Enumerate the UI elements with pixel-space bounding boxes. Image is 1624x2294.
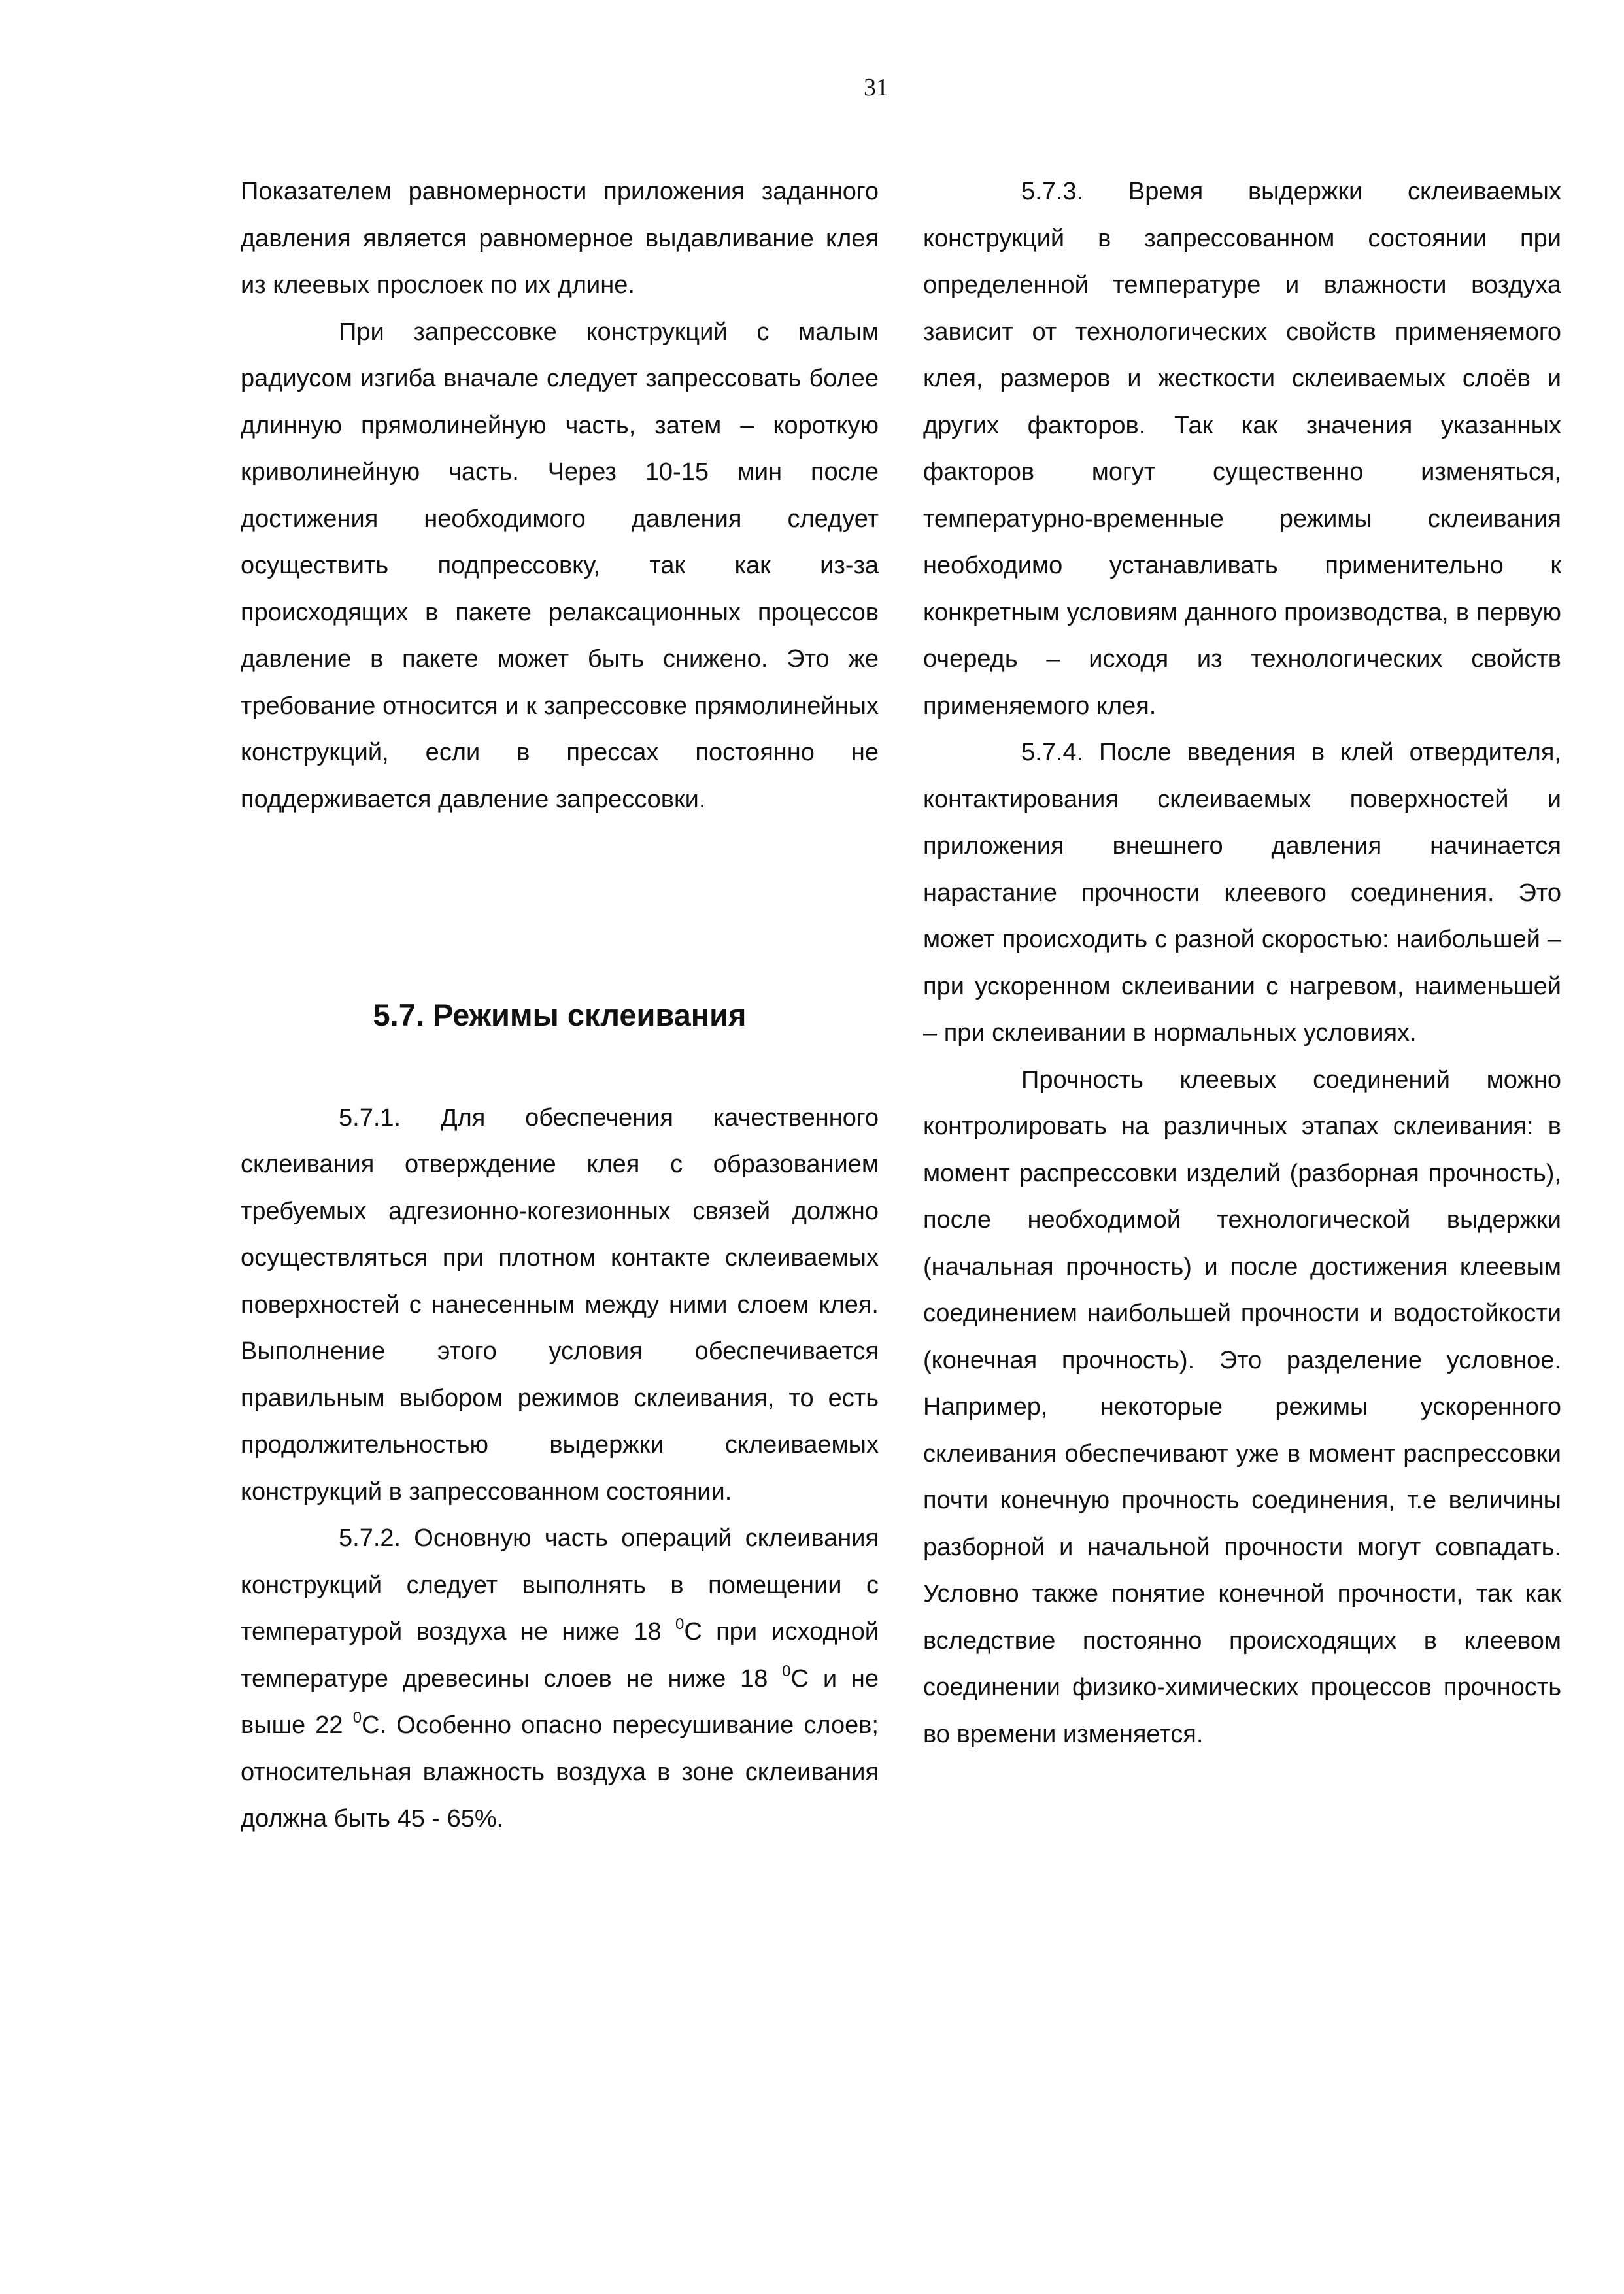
left-column: [241, 169, 879, 1843]
right-column: [923, 169, 1561, 1758]
text-5-7-2-b: С при исходной температуре древесины слоев не ниже 18: [241, 1618, 879, 1693]
paragraph-5-7-4: 5.7.4. После введения в клей отвердителя, контактирования склеиваемых поверхностей и приложения внешнего давления начинается нарастание прочности клеевого соединения. Это может происходить с разной скоростью: наибольшей – при ускоренном склеивании с нагревом, наименьшей – при склеивании в нормальных условиях.: [923, 739, 1561, 1047]
paragraph-5-7-1: 5.7.1. Для обеспечения качественного склеивания отверждение клея с образованием требуемых адгезионно-когезионных связей должно осуществляться при плотном контакте склеиваемых поверхностей с нанесенным между ними слоем клея. Выполнение этого условия обеспечивается правильным выбором режимов склеивания, то есть продолжительностью выдержки склеиваемых конструкций в запрессованном состоянии.: [241, 1104, 879, 1506]
text-5-7-2-d: С. Особенно опасно пересушивание слоев; относительная влажность воздуха в зоне склеивания должна быть 45 - 65%.: [241, 1712, 879, 1832]
degree-superscript: 0: [352, 1709, 362, 1727]
degree-superscript: 0: [675, 1615, 685, 1633]
text-5-7-2-c: С и не выше 22: [241, 1664, 879, 1739]
page-number: 31: [864, 74, 888, 101]
text-5-7-2-a: 5.7.2. Основную часть операций склеивания конструкций следует выполнять в помещении с температурой воздуха не ниже 18: [241, 1525, 879, 1645]
paragraph-strength-control: Прочность клеевых соединений можно контролировать на различных этапах склеивания: в момент распрессовки изделий (разборная прочность), после необходимой технологической выдержки (начальная прочность) и после достижения клеевым соединением наибольшей прочности и водостойкости (конечная прочность). Это разделение условное. Например, некоторые режимы ускоренного склеивания обеспечивают уже в момент распрессовки почти конечную прочность соединения, т.е величины разборной и начальной прочности могут совпадать. Условно также понятие конечной прочности, так как вследствие постоянно происходящих в клеевом соединении физико-химических процессов прочность во времени изменяется.: [923, 1066, 1561, 1748]
paragraph-pressure-uniformity: Показателем равномерности приложения заданного давления является равномерное выдавливание клея из клеевых прослоек по их длине.: [241, 178, 879, 299]
section-heading-gluing-modes: 5.7. Режимы склеивания: [373, 998, 747, 1032]
paragraph-curved-pressing: При запрессовке конструкций с малым радиусом изгиба вначале следует запрессовать более длинную прямолинейную часть, затем – короткую криволинейную часть. Через 10-15 мин после достижения необходимого давления следует осуществить подпрессовку, так как из-за происходящих в пакете релаксационных процессов давление в пакете может быть снижено. Это же требование относится и к запрессовке прямолинейных конструкций, если в прессах постоянно не поддерживается давление запрессовки.: [241, 318, 879, 813]
paragraph-5-7-2: [241, 1515, 879, 1843]
degree-superscript: 0: [782, 1662, 791, 1680]
paragraph-5-7-3: 5.7.3. Время выдержки склеиваемых конструкций в запрессованном состоянии при определенной температуре и влажности воздуха зависит от технологических свойств применяемого клея, размеров и жесткости склеиваемых слоёв и других факторов. Так как значения указанных факторов могут существенно изменяться, температурно-временные режимы склеивания необходимо устанавливать применительно к конкретным условиям данного производства, в первую очередь – исходя из технологических свойств применяемого клея.: [923, 178, 1561, 720]
